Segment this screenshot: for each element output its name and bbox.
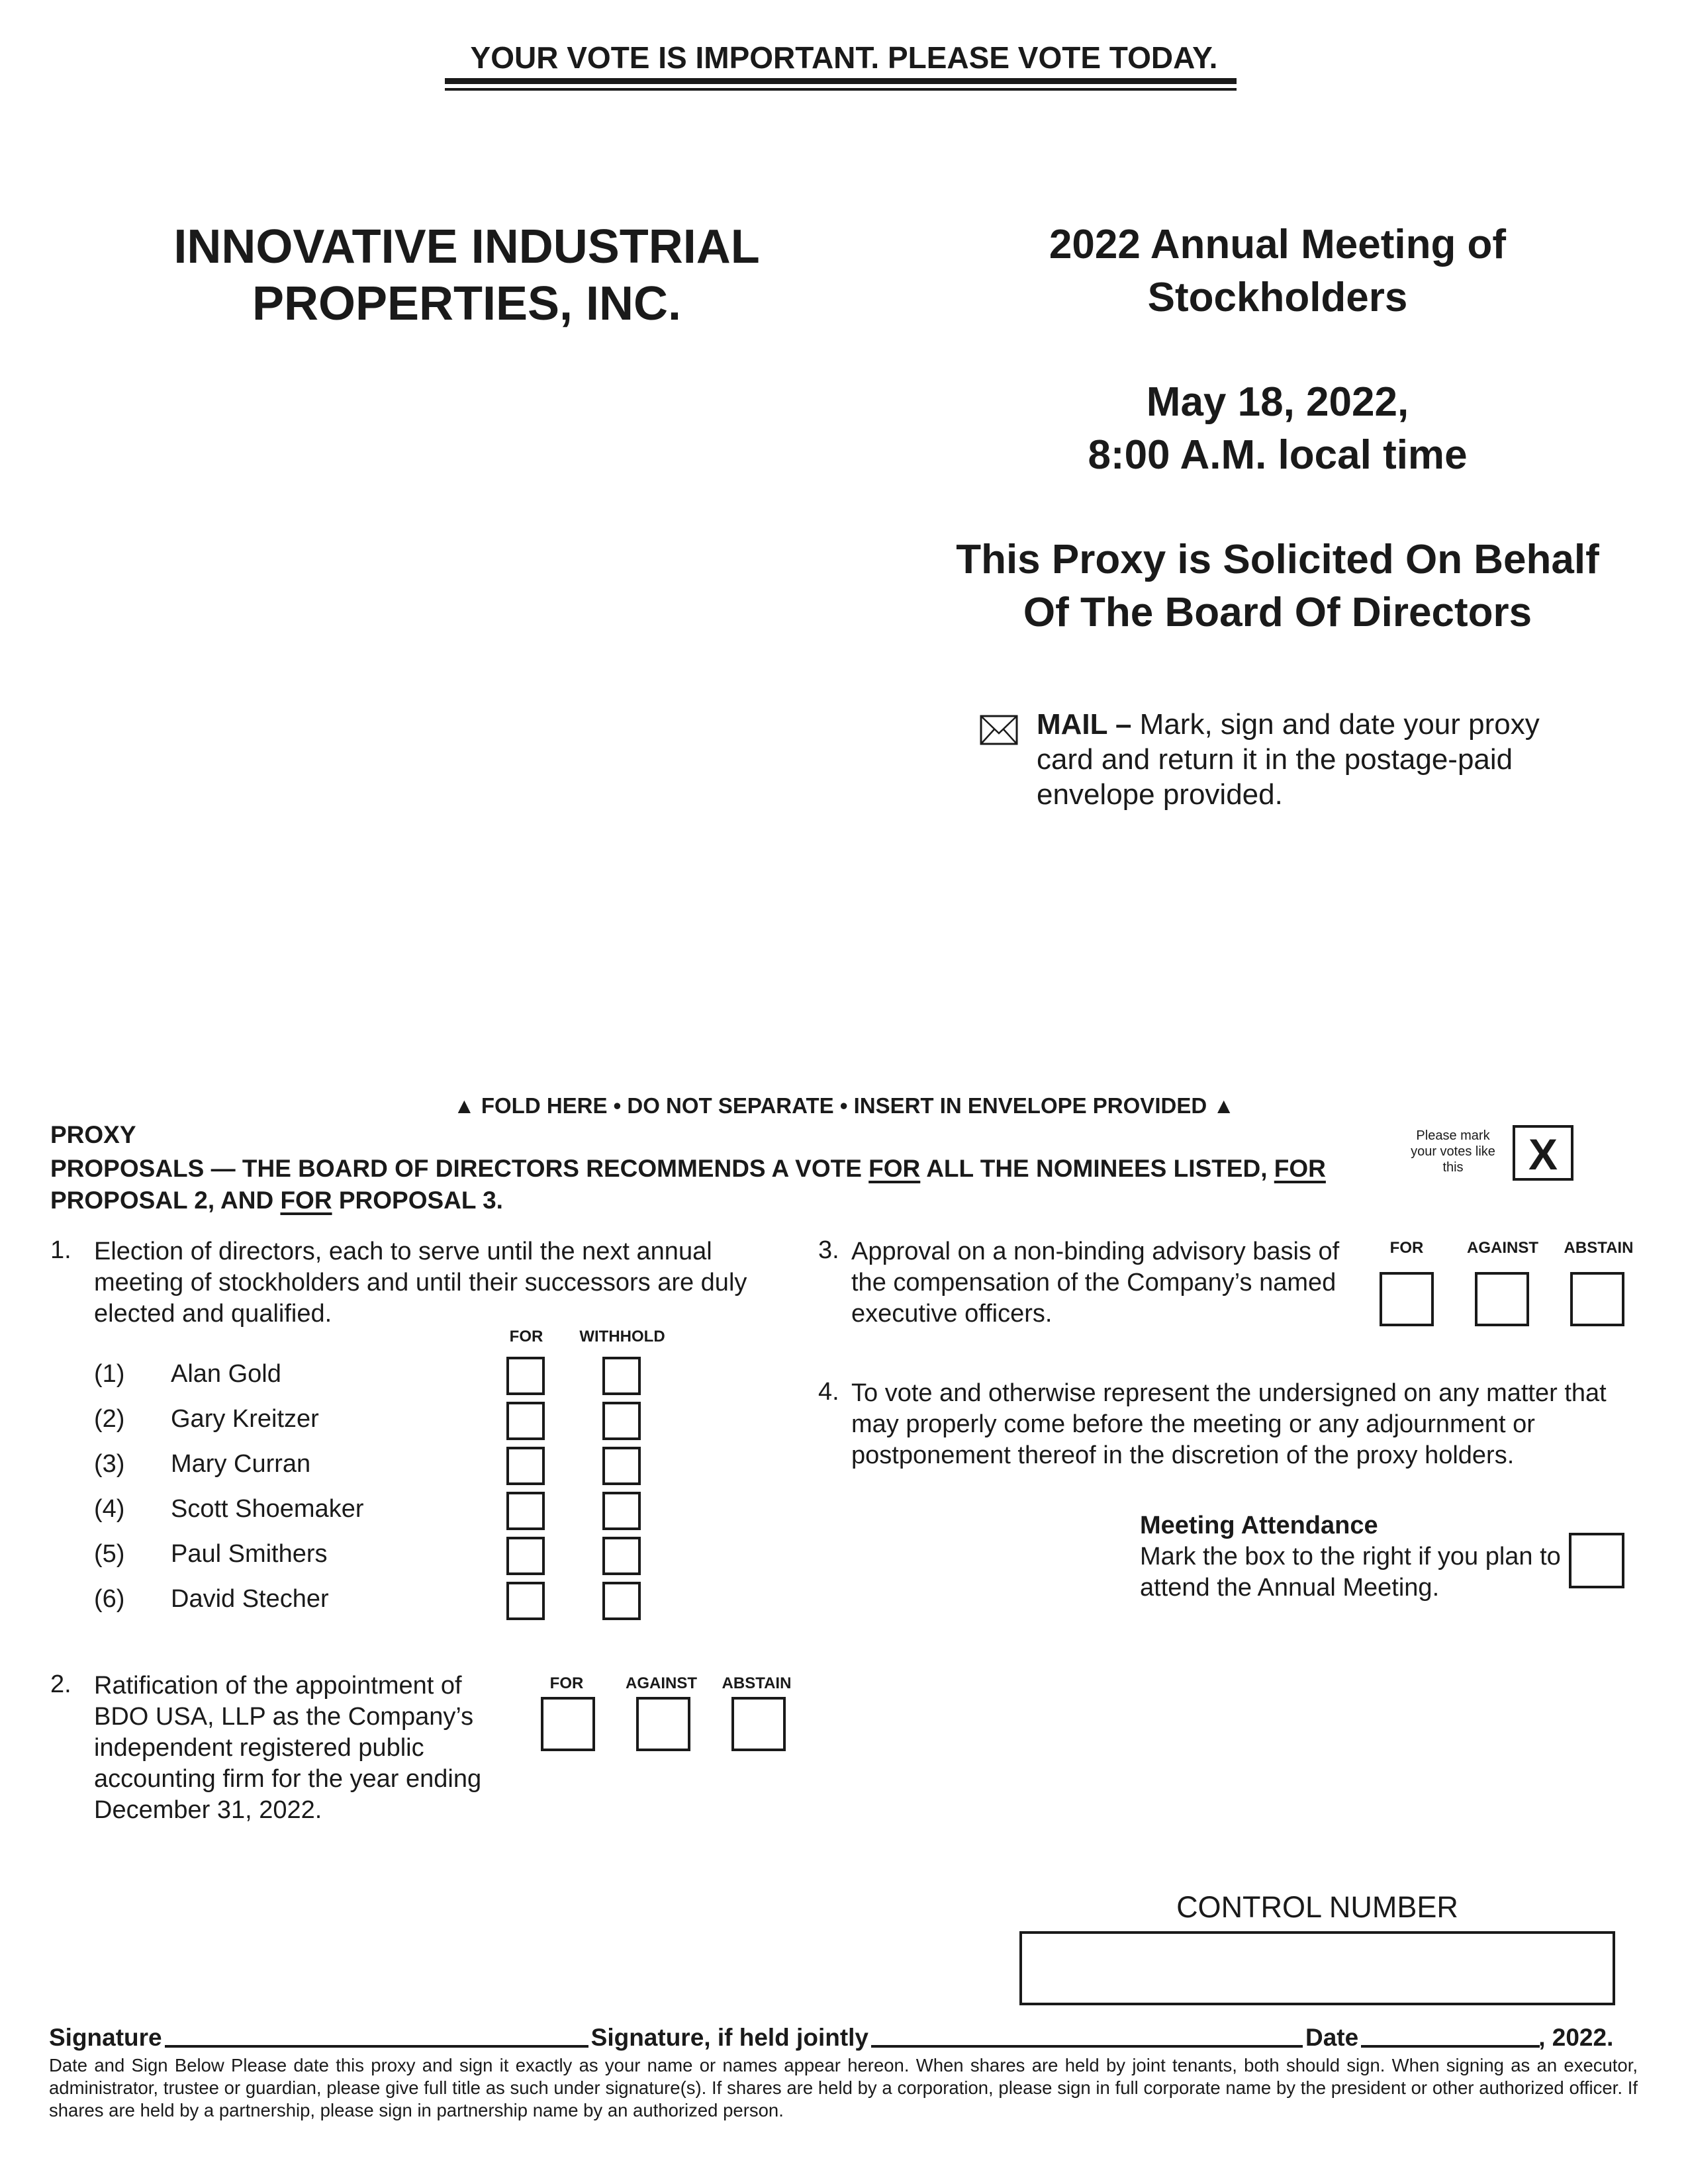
- nominee-6-for-checkbox[interactable]: [506, 1582, 545, 1620]
- board-recommendation: [50, 1153, 1341, 1216]
- nominee-row: [94, 1531, 690, 1576]
- recommendation-for: FOR: [1274, 1155, 1326, 1182]
- proposal-2-abstain-checkbox[interactable]: [731, 1697, 786, 1751]
- signing-instructions: Date and Sign Below Please date this proxy and sign it exactly as your name or names appear hereon. When shares are held by joint tenants, both should sign. When signing as an executor, administrator, trustee or guardian, please give full title as such under signature(s). If shares are held by a corporation, please sign in full corporate name by the president or other authorized officer. If shares are held by a partnership, please sign in partnership name by an authorized person.: [49, 2055, 1638, 2120]
- solicitation-line1: This Proxy is Solicited On Behalf: [956, 537, 1599, 582]
- mark-sample-instruction: Please mark your votes like this: [1411, 1128, 1495, 1175]
- banner-rule-thick: [445, 78, 1237, 84]
- meeting-date: May 18, 2022,: [1146, 379, 1409, 425]
- recommendation-text: PROPOSAL 2, AND: [50, 1187, 281, 1214]
- proposal-4-number: 4.: [818, 1378, 839, 1406]
- company-name-line2: PROPERTIES, INC.: [252, 277, 682, 330]
- joint-signature-label: Signature, if held jointly: [590, 2024, 868, 2051]
- proposal-3-for-checkbox[interactable]: [1380, 1272, 1434, 1326]
- fold-instruction: ▲ FOLD HERE • DO NOT SEPARATE • INSERT IN ENVELOPE PROVIDED ▲: [453, 1093, 1235, 1118]
- proposal-3-abstain-checkbox[interactable]: [1570, 1272, 1624, 1326]
- nominee-5-for-checkbox[interactable]: [506, 1537, 545, 1575]
- recommendation-for: FOR: [280, 1187, 332, 1214]
- nominee-6-withhold-checkbox[interactable]: [602, 1582, 641, 1620]
- nominee-index: (5): [94, 1539, 125, 1568]
- mail-label: MAIL –: [1037, 708, 1132, 741]
- nominee-name: David Stecher: [171, 1584, 329, 1613]
- proposal-2-text: Ratification of the appointment of BDO USA, LLP as the Company’s independent registered public accounting firm for the year ending December 31, 2022.: [94, 1672, 482, 1824]
- p3-col-against: AGAINST: [1467, 1239, 1538, 1257]
- nominee-5-withhold-checkbox[interactable]: [602, 1537, 641, 1575]
- meeting-time: 8:00 A.M. local time: [1088, 432, 1468, 478]
- control-number-box: [1019, 1931, 1615, 2005]
- date-field[interactable]: [1361, 2025, 1540, 2048]
- nominee-index: (1): [94, 1359, 125, 1388]
- p3-col-abstain: ABSTAIN: [1564, 1239, 1634, 1257]
- nominee-index: (6): [94, 1584, 125, 1613]
- year-suffix: , 2022.: [1538, 2024, 1614, 2051]
- nominee-index: (2): [94, 1404, 125, 1433]
- nominee-2-withhold-checkbox[interactable]: [602, 1402, 641, 1440]
- nominee-name: Scott Shoemaker: [171, 1494, 364, 1523]
- nominee-name: Mary Curran: [171, 1449, 311, 1478]
- proposal-2: [50, 1670, 514, 1826]
- nominee-row: [94, 1576, 690, 1621]
- nominee-index: (3): [94, 1449, 125, 1478]
- nominee-1-withhold-checkbox[interactable]: [602, 1357, 641, 1395]
- proposal-2-for-checkbox[interactable]: [541, 1697, 595, 1751]
- signature-row: [49, 2024, 1638, 2052]
- company-name: [119, 218, 814, 332]
- recommendation-text: PROPOSAL 3.: [332, 1187, 503, 1214]
- attendance-text: Mark the box to the right if you plan to attend the Annual Meeting.: [1140, 1543, 1561, 1602]
- meeting-attendance: [1140, 1510, 1564, 1604]
- banner-rule-thin: [445, 88, 1237, 91]
- proposal-2-number: 2.: [50, 1670, 71, 1698]
- proposal-2-against-checkbox[interactable]: [636, 1697, 690, 1751]
- proposal-1: [50, 1236, 785, 1330]
- solicitation-line2: Of The Board Of Directors: [1023, 590, 1532, 635]
- meeting-title-line2: Stockholders: [1147, 275, 1408, 320]
- proposal-1-number: 1.: [50, 1236, 71, 1264]
- meeting-info: [914, 218, 1642, 639]
- mail-instruction-text: [1037, 707, 1602, 812]
- nominee-3-withhold-checkbox[interactable]: [602, 1447, 641, 1485]
- recommendation-text: ALL THE NOMINEES LISTED,: [920, 1155, 1274, 1182]
- mark-sample-x: X: [1513, 1125, 1573, 1181]
- nominee-name: Alan Gold: [171, 1359, 281, 1388]
- p2-col-for: FOR: [549, 1674, 584, 1692]
- vote-banner: YOUR VOTE IS IMPORTANT. PLEASE VOTE TODAY.: [470, 40, 1218, 75]
- nominee-index: (4): [94, 1494, 125, 1523]
- nominee-1-for-checkbox[interactable]: [506, 1357, 545, 1395]
- p1-col-withhold: WITHHOLD: [579, 1328, 665, 1345]
- mail-instruction: [980, 707, 1602, 812]
- recommendation-text: PROPOSALS — THE BOARD OF DIRECTORS RECOMMENDS A VOTE: [50, 1155, 869, 1182]
- proposal-3-against-checkbox[interactable]: [1475, 1272, 1529, 1326]
- p1-col-for: FOR: [509, 1328, 543, 1345]
- joint-signature-field[interactable]: [871, 2025, 1303, 2048]
- nominee-4-withhold-checkbox[interactable]: [602, 1492, 641, 1530]
- mail-description: Mark, sign and date your proxy card and return it in the postage-paid envelope provided.: [1037, 708, 1540, 811]
- nominee-row: [94, 1396, 690, 1441]
- signature-label: Signature: [49, 2024, 162, 2051]
- attendance-title: Meeting Attendance: [1140, 1512, 1378, 1539]
- nominee-2-for-checkbox[interactable]: [506, 1402, 545, 1440]
- nominee-4-for-checkbox[interactable]: [506, 1492, 545, 1530]
- nominee-name: Gary Kreitzer: [171, 1404, 319, 1433]
- attendance-checkbox[interactable]: [1569, 1533, 1624, 1588]
- nominee-row: [94, 1486, 690, 1531]
- proxy-title: PROXY: [50, 1121, 136, 1148]
- meeting-title-line1: 2022 Annual Meeting of: [1049, 222, 1507, 267]
- p2-col-against: AGAINST: [626, 1674, 697, 1692]
- nominee-row: [94, 1351, 690, 1396]
- proposal-3-text: Approval on a non-binding advisory basis of the compensation of the Company’s named executive officers.: [851, 1238, 1340, 1328]
- proposal-3: [818, 1236, 1368, 1330]
- control-number-label: CONTROL NUMBER: [1176, 1890, 1458, 1924]
- p2-col-abstain: ABSTAIN: [722, 1674, 792, 1692]
- proposal-1-text: Election of directors, each to serve until the next annual meeting of stockholders and until their successors are duly elected and qualified.: [94, 1238, 747, 1328]
- company-name-line1: INNOVATIVE INDUSTRIAL: [173, 220, 760, 273]
- recommendation-for: FOR: [868, 1155, 921, 1182]
- proposal-4-text: To vote and otherwise represent the undersigned on any matter that may properly come before the meeting or any adjournment or postponement thereof in the discretion of the proxy holders.: [851, 1379, 1607, 1469]
- signature-field[interactable]: [165, 2025, 588, 2048]
- nominee-row: [94, 1441, 690, 1486]
- envelope-icon: [980, 715, 1018, 745]
- proposal-3-number: 3.: [818, 1236, 839, 1264]
- p3-col-for: FOR: [1389, 1239, 1424, 1257]
- proposal-4: [818, 1378, 1632, 1471]
- date-label: Date: [1305, 2024, 1359, 2051]
- nominee-name: Paul Smithers: [171, 1539, 328, 1568]
- nominee-3-for-checkbox[interactable]: [506, 1447, 545, 1485]
